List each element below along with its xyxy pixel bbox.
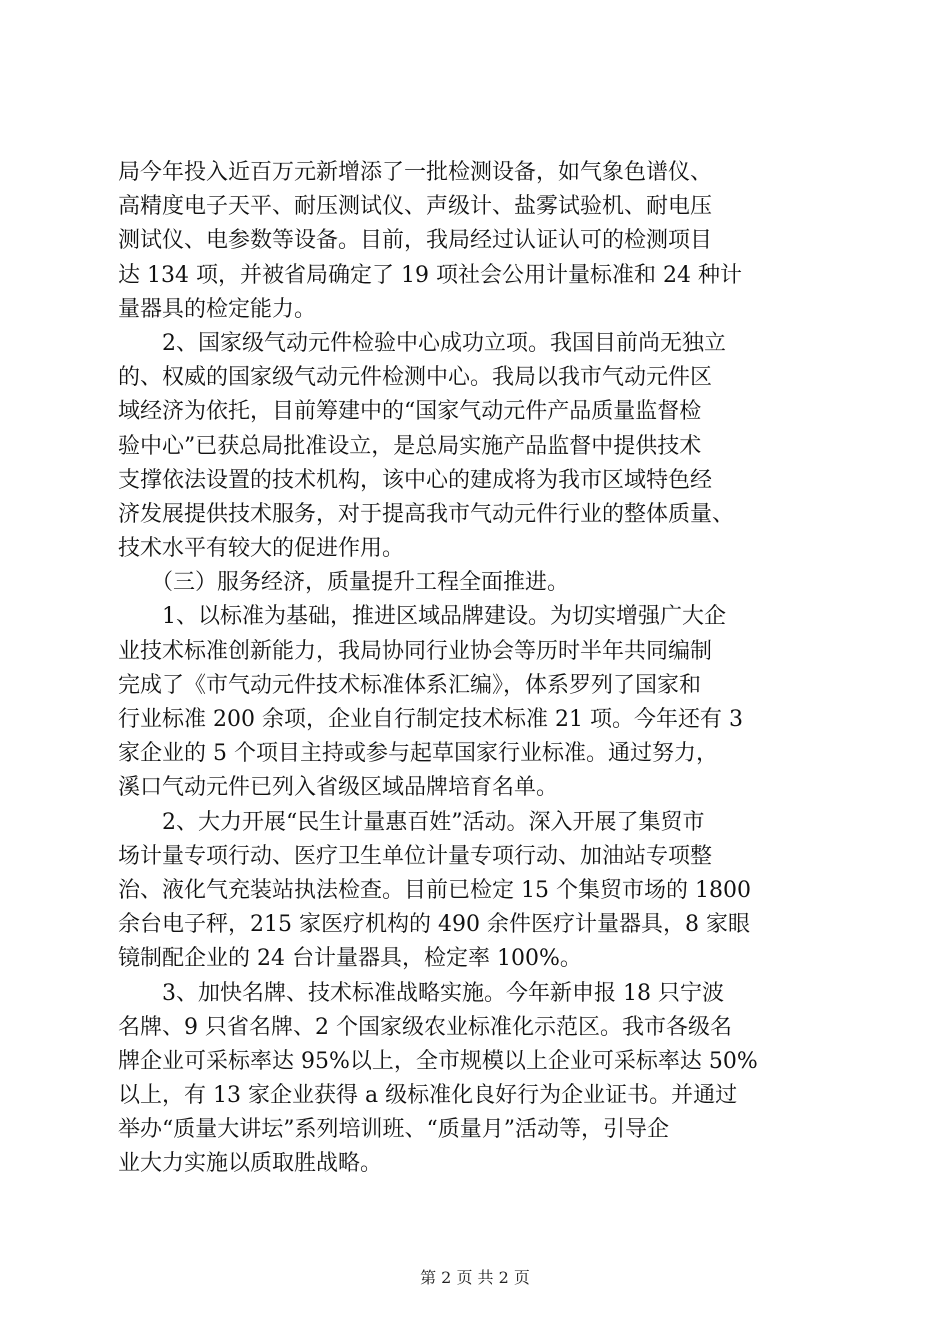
text-line: 举办“质量大讲坛”系列培训班、“质量月”活动等，引导企 [118, 1117, 669, 1143]
body-text [118, 156, 833, 1182]
text-line: 域经济为依托，目前筹建中的“国家气动元件产品质量监督检 [118, 399, 702, 425]
text-line: 行业标准 200 余项，企业自行制定技术标准 21 项。今年还有 3 [118, 707, 743, 732]
text-line: 名牌、9 只省名牌、2 个国家级农业标准化示范区。我市各级名 [118, 1014, 732, 1040]
text-line: 技术水平有较大的促进作用。 [118, 536, 405, 562]
text-line: 1、以标准为基础，推进区域品牌建设。为切实增强广大企 [118, 604, 726, 630]
text-line: 测试仪、电参数等设备。目前，我局经过认证认可的检测项目 [118, 228, 713, 254]
text-line: 2、大力开展“民生计量惠百姓”活动。深入开展了集贸市 [118, 809, 705, 835]
text-line: 2、国家级气动元件检验中心成功立项。我国目前尚无独立 [118, 330, 726, 356]
text-line: 验中心”已获总局批准设立，是总局实施产品监督中提供技术 [118, 433, 702, 459]
text-line: 镜制配企业的 24 台计量器具，检定率 100%。 [118, 946, 582, 972]
text-line: 高精度电子天平、耐压测试仪、声级计、盐雾试验机、耐电压 [118, 194, 713, 220]
text-line: 治、液化气充装站执法检查。目前已检定 15 个集贸市场的 1800 [118, 877, 751, 903]
text-line: 溪口气动元件已列入省级区域品牌培育名单。 [118, 775, 559, 801]
text-line: 完成了《市气动元件技术标准体系汇编》，体系罗列了国家和 [118, 672, 702, 698]
text-line: 支撑依法设置的技术机构，该中心的建成将为我市区域特色经 [118, 467, 713, 493]
text-line: 家企业的 5 个项目主持或参与起草国家行业标准。通过努力， [118, 741, 718, 767]
text-line: 余台电子秤，215 家医疗机构的 490 余件医疗计量器具，8 家眼 [118, 912, 750, 938]
text-line: 量器具的检定能力。 [118, 296, 317, 322]
text-line: 牌企业可采标率达 95%以上，全市规模以上企业可采标率达 50% [118, 1048, 758, 1074]
text-line: 局今年投入近百万元新增添了一批检测设备，如气象色谱仪、 [118, 160, 713, 185]
text-line: 场计量专项行动、医疗卫生单位计量专项行动、加油站专项整 [118, 843, 713, 869]
text-line: 济发展提供技术服务，对于提高我市气动元件行业的整体质量、 [118, 501, 735, 527]
text-line: 业技术标准创新能力，我局协同行业协会等历时半年共同编制 [118, 638, 713, 664]
page-footer: 第 2 页 共 2 页 [420, 1268, 530, 1287]
text-line: 的、权威的国家级气动元件检测中心。我局以我市气动元件区 [118, 365, 713, 391]
text-line: 以上，有 13 家企业获得 a 级标准化良好行为企业证书。并通过 [118, 1083, 738, 1109]
text-line: 3、加快名牌、技术标准战略实施。今年新申报 18 只宁波 [118, 980, 724, 1006]
section-heading: （三）服务经济，质量提升工程全面推进。 [118, 570, 570, 596]
text-line: 业大力实施以质取胜战略。 [118, 1151, 383, 1177]
text-line: 达 134 项，并被省局确定了 19 项社会公用计量标准和 24 种计 [118, 262, 742, 288]
